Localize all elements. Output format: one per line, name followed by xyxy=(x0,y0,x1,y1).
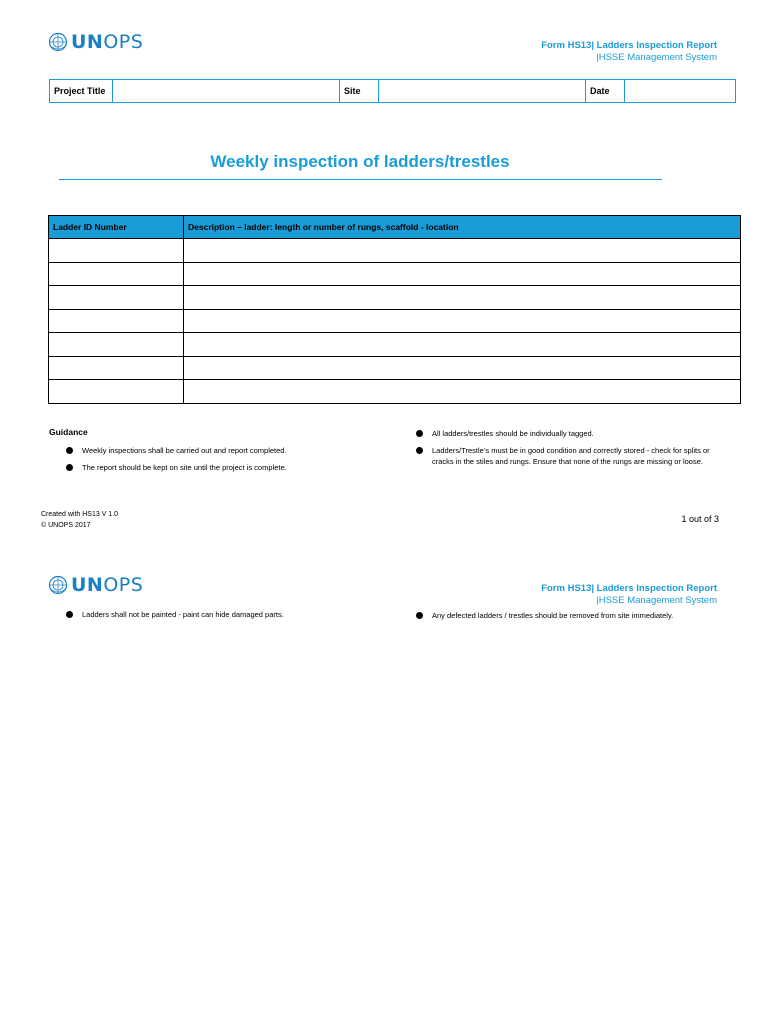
description-cell[interactable] xyxy=(184,356,741,380)
list-item xyxy=(416,610,736,621)
created-with-label: Created with HS13 V 1.0 xyxy=(41,511,119,518)
bullet-dot-icon xyxy=(66,447,73,454)
list-item-text: Any defected ladders / trestles should be removed from site immediately. xyxy=(432,611,674,620)
bullet-dot-icon xyxy=(416,430,423,437)
guidance-list-right-continued xyxy=(416,610,736,627)
logo-text xyxy=(71,574,143,596)
bullet-dot-icon xyxy=(66,464,73,471)
ladder-id-cell[interactable] xyxy=(49,309,184,333)
column-header-description: Description – ladder: length or number of rungs, scaffold - location xyxy=(184,216,741,239)
site-label: Site xyxy=(340,80,379,103)
un-emblem-icon xyxy=(48,32,68,52)
list-item xyxy=(416,445,716,467)
description-cell[interactable] xyxy=(184,380,741,404)
logo-text-un: UN xyxy=(71,574,104,596)
bullet-dot-icon xyxy=(66,611,73,618)
logo-text-ops: OPS xyxy=(103,574,144,596)
project-title-label: Project Title xyxy=(50,80,113,103)
unops-logo xyxy=(48,574,143,596)
ladder-id-cell[interactable] xyxy=(49,286,184,310)
list-item xyxy=(66,609,366,620)
un-emblem-icon xyxy=(48,575,68,595)
description-cell[interactable] xyxy=(184,239,741,263)
guidance-list-left-continued xyxy=(66,609,366,626)
page-number: 1 out of 3 xyxy=(681,514,719,524)
description-cell[interactable] xyxy=(184,262,741,286)
column-header-ladder-id: Ladder ID Number xyxy=(49,216,184,239)
form-header xyxy=(417,583,717,607)
table-row xyxy=(49,333,741,357)
ladder-id-cell[interactable] xyxy=(49,262,184,286)
guidance-heading: Guidance xyxy=(49,427,88,437)
unops-logo xyxy=(48,31,143,53)
management-system-label: |HSSE Management System xyxy=(596,52,717,63)
project-title-field[interactable] xyxy=(113,80,340,103)
copyright-label: © UNOPS 2017 xyxy=(41,522,91,529)
logo-text xyxy=(71,31,143,53)
bullet-dot-icon xyxy=(416,447,423,454)
management-system-label: |HSSE Management System xyxy=(596,595,717,606)
date-label: Date xyxy=(586,80,625,103)
logo-text-un: UN xyxy=(71,31,104,53)
table-row xyxy=(49,239,741,263)
ladder-id-cell[interactable] xyxy=(49,239,184,263)
page-title: Weekly inspection of ladders/trestles xyxy=(210,152,510,171)
table-row xyxy=(49,309,741,333)
description-cell[interactable] xyxy=(184,333,741,357)
description-cell[interactable] xyxy=(184,309,741,333)
guidance-list-left xyxy=(66,445,356,479)
list-item xyxy=(66,445,356,456)
table-header-row xyxy=(49,216,741,239)
list-item-text: Ladders/Trestle’s must be in good condition and correctly stored - check for splits or cracks in the stiles and rungs. Ensure that none of the rungs are missing or loose. xyxy=(432,446,710,466)
form-header xyxy=(417,40,717,64)
form-title: Form HS13| Ladders Inspection Report xyxy=(541,40,717,51)
description-cell[interactable] xyxy=(184,286,741,310)
ladder-id-cell[interactable] xyxy=(49,333,184,357)
list-item-text: Ladders shall not be painted - paint can hide damaged parts. xyxy=(82,610,284,619)
footer-credits xyxy=(41,509,118,531)
list-item-text: Weekly inspections shall be carried out and report completed. xyxy=(82,446,287,455)
table-row xyxy=(49,356,741,380)
list-item xyxy=(416,428,716,439)
form-title: Form HS13| Ladders Inspection Report xyxy=(541,583,717,594)
ladder-id-cell[interactable] xyxy=(49,380,184,404)
list-item-text: The report should be kept on site until the project is complete. xyxy=(82,463,287,472)
bullet-dot-icon xyxy=(416,612,423,619)
list-item-text: All ladders/trestles should be individually tagged. xyxy=(432,429,594,438)
title-divider xyxy=(59,179,662,180)
project-info-table xyxy=(49,79,736,103)
list-item xyxy=(66,462,356,473)
site-field[interactable] xyxy=(379,80,586,103)
logo-text-ops: OPS xyxy=(103,31,144,53)
table-row xyxy=(49,262,741,286)
date-field[interactable] xyxy=(625,80,736,103)
table-row xyxy=(49,286,741,310)
ladder-id-cell[interactable] xyxy=(49,356,184,380)
ladder-inspection-table xyxy=(48,215,741,404)
guidance-list-right xyxy=(416,428,716,473)
table-row xyxy=(49,380,741,404)
